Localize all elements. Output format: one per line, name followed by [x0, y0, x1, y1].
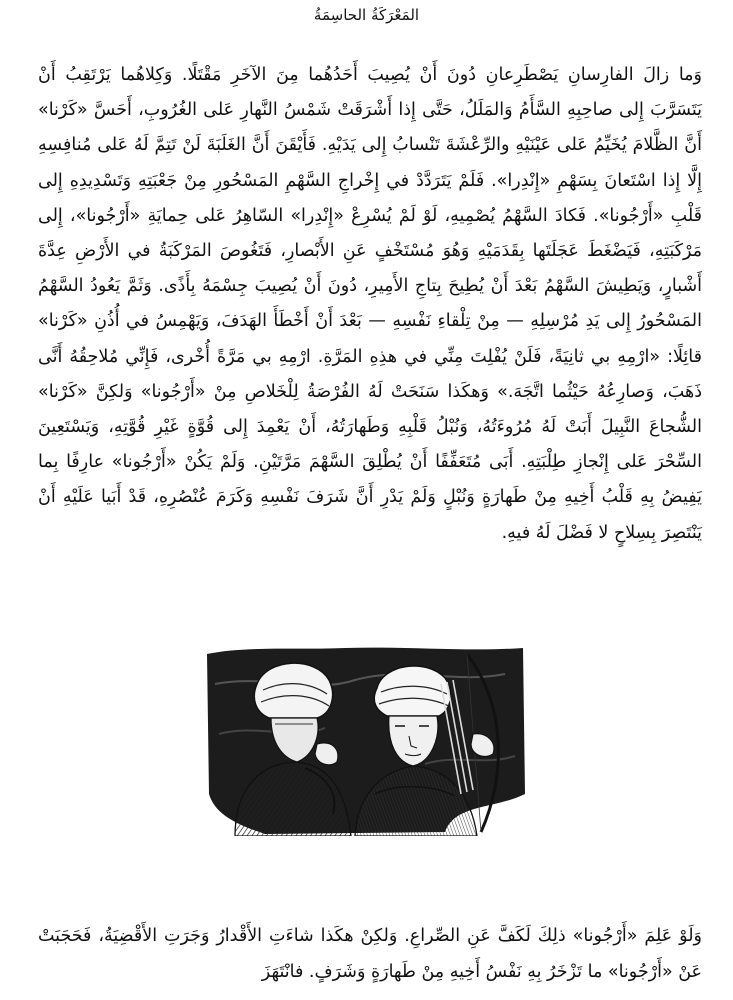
main-text — [38, 58, 702, 551]
page-title: المَعْرَكَةُ الحاسِمَةُ — [313, 6, 420, 24]
paragraph-2: وَلَوْ عَلِمَ «أَرْجُونا» ذلِكَ لَكَفَّ عَنِ الصِّراعِ. وَلكِنْ هكَذا شاءَتِ الأَقْدارُ وَجَرَتِ الأَقْضِيَةُ، فَحَجَبَتْ عَنْ «أَرْجُونا» ما تَزْخَرُ بِهِ نَفْسُ أَخِيهِ مِنْ طَهارَةٍ وَشَرَفٍ. فانْتَهَزَ — [38, 926, 702, 982]
continuation-text — [38, 918, 702, 990]
paragraph-1: وَما زالَ الفارِسانِ يَصْطَرِعانِ دُونَ أَنْ يُصِيبَ أَحَدُهُما مِنَ الآخَرِ مَقْتَلًا. وَكِلاهُما يَرْتَقِبُ أَنْ يَتَسَرَّبَ إِلى صاحِبِهِ السَّأَمُ وَالمَلَلُ، حَتَّى إِذا أَشْرَقَتْ شَمْسُ النَّهارِ عَلى الغُرُوبِ، أَحَسَّ «كَرْنا» أَنَّ الظَّلامَ يُخَيِّمُ عَلى عَيْنَيْهِ والرِّعْشَةَ تَنْسابُ إِلى يَدَيْهِ. فَأَيْقَنَ أَنَّ الغَلَبَةَ لَنْ تَتِمَّ لَهُ عَلى مُنافِسِهِ إِلَّا إِذا اسْتَعانَ بِسَهْمِ «إِنْدِرا». فَلَمْ يَتَرَدَّدْ في إِخْراجِ السَّهْمِ المَسْحُورِ مِنْ جَعْبَتِهِ وَتَسْدِيدِهِ إِلى قَلْبِ «أَرْجُونا». فَكادَ السَّهْمُ يُصْمِيهِ، لَوْ لَمْ يُسْرِعْ «إِنْدِرا» السّاهِرُ عَلى حِمايَةِ «أَرْجُونا»، إِلى مَرْكَبَتِهِ، فَيَضْغَطَ عَجَلَتَها بِقَدَمَيْهِ وَهُوَ مُسْتَخْفٍ عَنِ الأَبْصارِ، فَتَغُوصَ المَرْكَبَةُ في الأَرْضِ عِدَّةَ أَشْبارٍ، وَيَطِيشَ السَّهْمُ بَعْدَ أَنْ يُطِيحَ بِتاجِ الأَمِيرِ، دُونَ أَنْ يُصِيبَ جِسْمَهُ بِأَذًى. وَثَمَّ يَعُودُ السَّهْمُ المَسْحُورُ إِلى يَدِ مُرْسِلِهِ — مِنْ تِلْقاءِ نَفْسِهِ — بَعْدَ أَنْ أَخْطَأَ الهَدَفَ، وَيَهْمِسُ في أُذُنِ «كَرْنا» قائِلًا: «ارْمِهِ بي ثانِيَةً، فَلَنْ يُفْلِتَ مِنِّي في هذِهِ المَرَّةِ. ارْمِهِ بي مَرَّةً أُخْرى، فَإِنِّي مُلاحِقُهُ أَنَّى ذَهَبَ، وَصارِعُهُ حَيْثُما اتَّجَهَ.» وَهكَذا سَنَحَتْ لَهُ الفُرْصَةُ لِلْخَلاصِ مِنْ «أَرْجُونا» وَلكِنَّ «كَرْنا» الشُّجاعَ النَّبِيلَ أَبَتْ لَهُ مُرُوءَتُهُ، وَنُبْلُ قَلْبِهِ وَطَهارَتُهُ، أَنْ يَعْمِدَ إِلى قُوَّةٍ غَيْرِ قُوَّتِهِ، وَيَسْتَعِينَ السِّحْرَ عَلى إِنْجازِ طِلْبَتِهِ. أَبَى مُتَعَفِّفًا أَنْ يُطْلِقَ السَّهْمَ مَرَّتَيْنِ. وَلَمْ يَكُنْ «أَرْجُونا» عارِفًا بِما يَفِيضُ بِهِ قَلْبُ أَخِيهِ مِنْ طَهارَةٍ وَنُبْلٍ وَلَمْ يَدْرِ أَنَّ شَرَفَ نَفْسِهِ وَكَرَمَ عُنْصُرِهِ، قَدْ أَبَيا عَلَيْهِ أَنْ يَنْتَصِرَ بِسِلاحٍ لا فَضْلَ لَهُ فيهِ. — [38, 65, 702, 543]
engraving-image — [205, 644, 527, 836]
illustration-two-turbaned-figures — [205, 644, 527, 836]
